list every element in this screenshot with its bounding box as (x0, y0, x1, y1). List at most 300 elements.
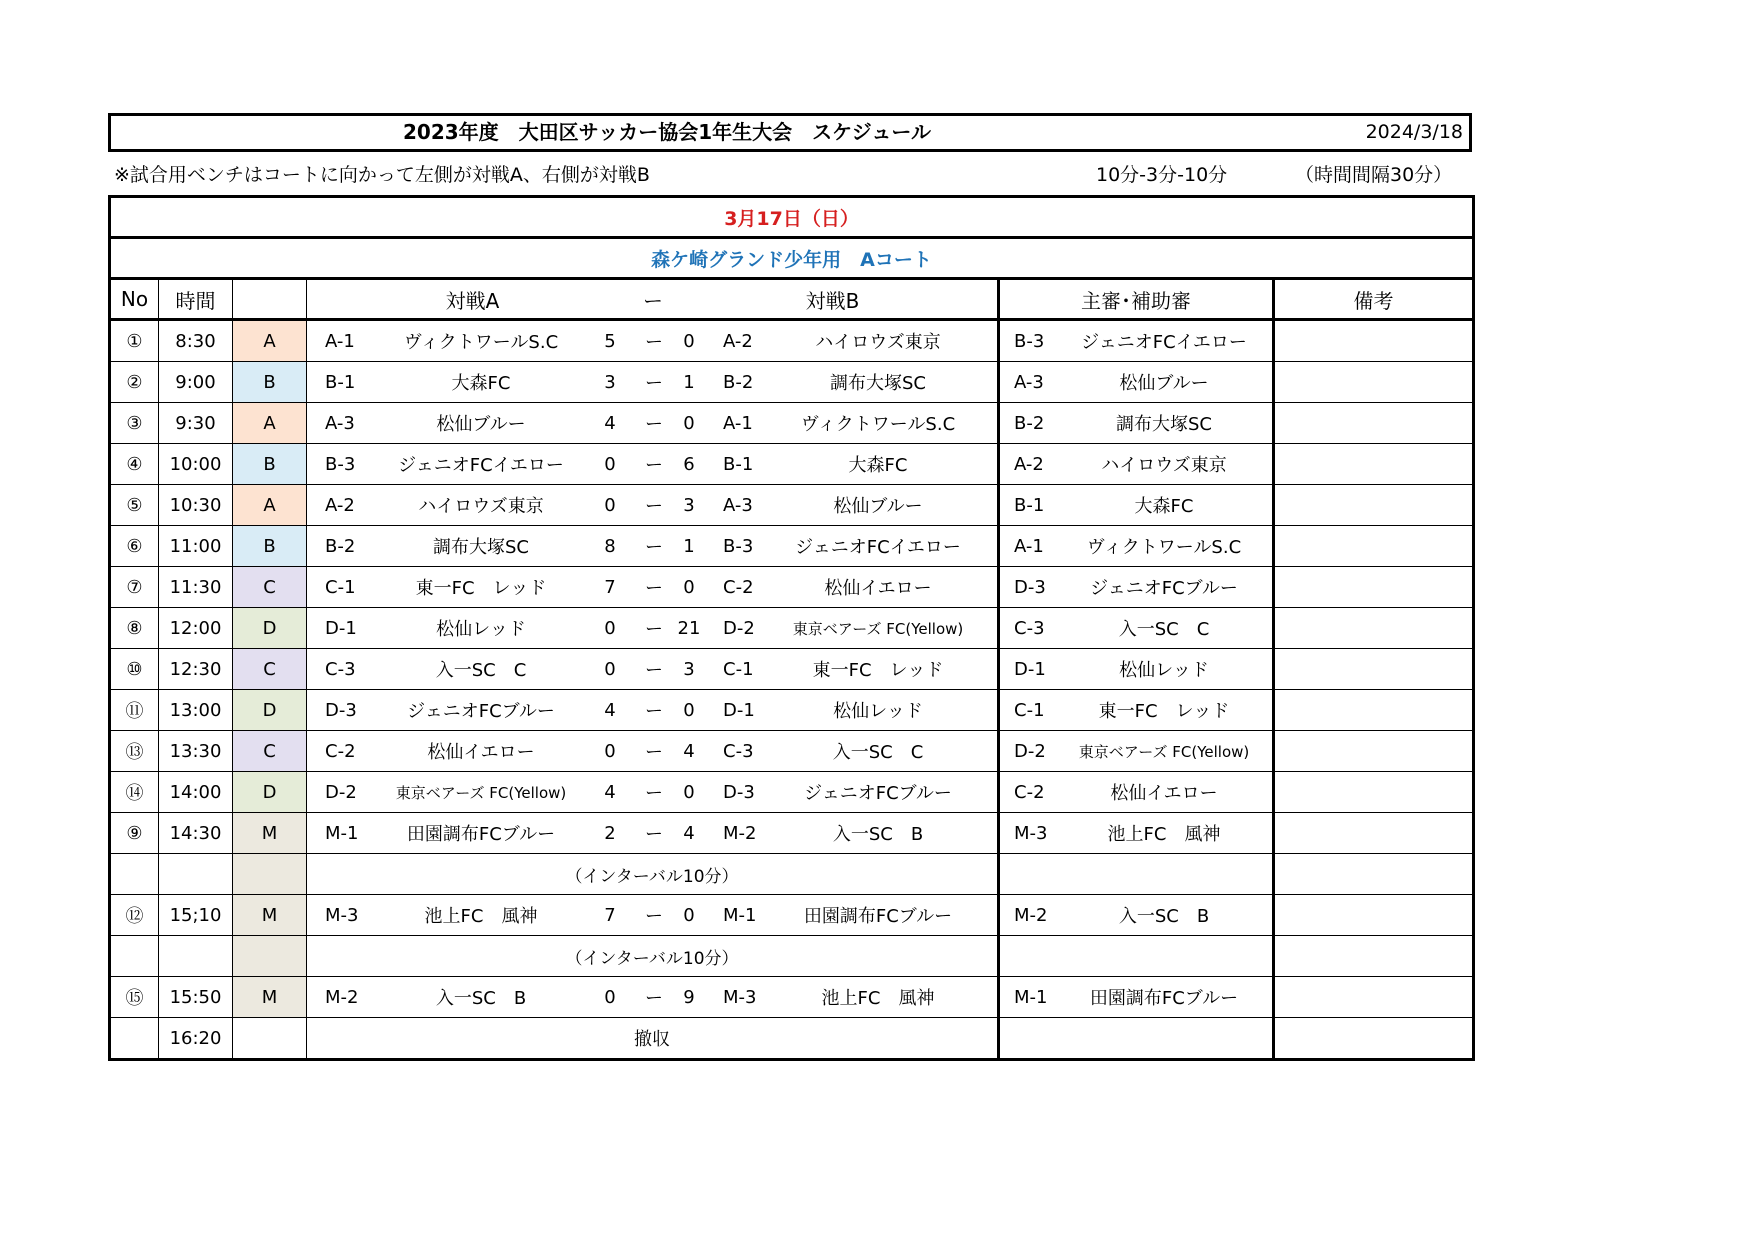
score-a: 7 (604, 576, 616, 598)
score-a: 2 (604, 822, 616, 844)
interval-remarks (1274, 854, 1474, 895)
team-b-name: 東京ベアーズ FC(Yellow) (792, 619, 964, 638)
referee-team: 松仙レッド (1119, 660, 1209, 681)
team-b-name: 松仙ブルー (833, 496, 923, 517)
team-a-name: 東京ベアーズ FC(Yellow) (395, 783, 567, 802)
remarks-cell (1274, 444, 1474, 485)
matchup-line (307, 690, 997, 730)
referee-team: ジェニオFCイエロー (1081, 332, 1247, 353)
score-a: 5 (604, 330, 616, 352)
team-a-name: 松仙ブルー (436, 414, 526, 435)
team-b-code: M-2 (723, 822, 757, 844)
day-label: 3月17日（日） (110, 197, 1474, 238)
team-a-name: 調布大塚SC (433, 537, 529, 558)
match-row (110, 403, 1474, 444)
final-time: 16:20 (159, 1018, 233, 1060)
referee-cell (999, 731, 1274, 772)
referee-team: 東京ベアーズ FC(Yellow) (1078, 742, 1250, 761)
team-a-name: 池上FC 風神 (424, 906, 538, 927)
remarks-cell (1274, 485, 1474, 526)
team-b-code: M-3 (723, 986, 757, 1008)
title-box (108, 113, 1472, 152)
interval-remarks (1274, 936, 1474, 977)
team-b-code: C-1 (723, 658, 754, 680)
team-a-name: ジェニオFCブルー (407, 701, 555, 722)
score-a: 3 (604, 371, 616, 393)
score-b: 0 (683, 330, 695, 352)
score-dash: ー (645, 455, 663, 476)
matchup-line (307, 977, 997, 1017)
matchup-cell (307, 772, 999, 813)
referee-team: 入一SC C (1118, 619, 1210, 640)
referee-team: 松仙ブルー (1119, 373, 1209, 394)
referee-team: 池上FC 風神 (1107, 824, 1221, 845)
group-badge: A (233, 403, 307, 444)
team-a-code: C-1 (325, 576, 356, 598)
group-badge: C (233, 649, 307, 690)
match-row (110, 690, 1474, 731)
interval-group (233, 936, 307, 977)
score-a: 7 (604, 904, 616, 926)
matchup-cell (307, 690, 999, 731)
score-a: 4 (604, 781, 616, 803)
match-number: ① (110, 320, 159, 362)
remarks-cell (1274, 977, 1474, 1018)
team-b-name: 田園調布FCブルー (803, 906, 953, 927)
match-time: 8:30 (159, 320, 233, 362)
matchup-cell (307, 813, 999, 854)
col-header-time: 時間 (159, 279, 233, 320)
referee-line (1000, 690, 1272, 730)
referee-code: C-1 (1014, 699, 1045, 721)
match-format: 10分-3分-10分 (1096, 164, 1228, 186)
referee-code: D-2 (1014, 740, 1046, 762)
referee-team: 入一SC B (1118, 906, 1210, 927)
referee-code: A-1 (1014, 535, 1044, 557)
referee-cell (999, 567, 1274, 608)
referee-line (1000, 772, 1272, 812)
match-number: ⑪ (110, 690, 159, 731)
referee-code: M-2 (1014, 904, 1048, 926)
match-row (110, 772, 1474, 813)
referee-code: D-1 (1014, 658, 1046, 680)
matchup-cell (307, 526, 999, 567)
team-a-code: D-2 (325, 781, 357, 803)
referee-line (1000, 444, 1272, 484)
team-b-code: B-3 (723, 535, 754, 557)
team-a-name: 松仙イエロー (427, 742, 535, 763)
match-number: ⑮ (110, 977, 159, 1018)
matchup-line (307, 362, 997, 402)
score-dash: ー (645, 414, 663, 435)
referee-cell (999, 485, 1274, 526)
col-header-no: No (110, 279, 159, 320)
referee-line (1000, 526, 1272, 566)
match-time: 13:30 (159, 731, 233, 772)
match-time: 11:30 (159, 567, 233, 608)
referee-team: ハイロウズ東京 (1101, 455, 1227, 476)
team-a-code: A-2 (325, 494, 355, 516)
matchup-cell (307, 567, 999, 608)
referee-team: 松仙イエロー (1110, 783, 1218, 804)
final-remarks (1274, 1018, 1474, 1060)
interval-label-cell (307, 936, 999, 977)
team-b-name: 松仙イエロー (824, 578, 932, 599)
remarks-cell (1274, 649, 1474, 690)
score-dash: ー (645, 537, 663, 558)
score-a: 8 (604, 535, 616, 557)
referee-line (1000, 895, 1272, 935)
referee-team: 大森FC (1134, 496, 1194, 517)
referee-code: B-2 (1014, 412, 1045, 434)
score-b: 1 (683, 535, 695, 557)
team-a-name: ハイロウズ東京 (418, 496, 544, 517)
team-b-name: 松仙レッド (833, 701, 923, 722)
match-row (110, 362, 1474, 403)
match-number: ⑩ (110, 649, 159, 690)
referee-line (1000, 567, 1272, 607)
referee-code: C-2 (1014, 781, 1045, 803)
group-badge: C (233, 731, 307, 772)
team-b-name: 調布大塚SC (830, 373, 926, 394)
referee-cell (999, 895, 1274, 936)
team-a-name: 松仙レッド (436, 619, 526, 640)
score-dash: ー (645, 619, 663, 640)
interval-label: （インターバル10分） (565, 866, 739, 887)
referee-cell (999, 403, 1274, 444)
score-b: 21 (677, 617, 701, 639)
col-header-team-a: 対戦A (445, 288, 500, 313)
score-dash: ー (645, 783, 663, 804)
remarks-cell (1274, 362, 1474, 403)
matchup-cell (307, 403, 999, 444)
team-a-code: B-1 (325, 371, 356, 393)
referee-team: ヴィクトワールS.C (1086, 537, 1242, 558)
team-b-code: D-2 (723, 617, 755, 639)
header-row (110, 279, 1474, 320)
matchup-cell (307, 485, 999, 526)
interval-label-cell (307, 854, 999, 895)
match-row (110, 567, 1474, 608)
match-number: ⑧ (110, 608, 159, 649)
match-time: 9:30 (159, 403, 233, 444)
score-b: 0 (683, 781, 695, 803)
interval-no (110, 854, 159, 895)
matchup-cell (307, 320, 999, 362)
score-a: 0 (604, 740, 616, 762)
referee-line (1000, 977, 1272, 1017)
match-row (110, 813, 1474, 854)
referee-code: D-3 (1014, 576, 1046, 598)
remarks-cell (1274, 813, 1474, 854)
score-a: 4 (604, 412, 616, 434)
referee-cell (999, 813, 1274, 854)
team-a-code: D-1 (325, 617, 357, 639)
score-dash: ー (645, 906, 663, 927)
remarks-cell (1274, 320, 1474, 362)
team-a-code: C-2 (325, 740, 356, 762)
interval-time (159, 936, 233, 977)
group-badge: M (233, 895, 307, 936)
group-badge: M (233, 813, 307, 854)
score-b: 3 (683, 658, 695, 680)
team-a-code: M-3 (325, 904, 359, 926)
matchup-cell (307, 362, 999, 403)
match-time: 15:50 (159, 977, 233, 1018)
group-badge: B (233, 444, 307, 485)
matchup-line (307, 731, 997, 771)
group-badge: B (233, 362, 307, 403)
referee-team: 調布大塚SC (1116, 414, 1212, 435)
bench-note: ※試合用ベンチはコートに向かって左側が対戦A、右側が対戦B (114, 164, 650, 186)
interval-referee (999, 854, 1274, 895)
team-a-code: A-3 (325, 412, 355, 434)
referee-code: M-1 (1014, 986, 1048, 1008)
team-b-name: ヴィクトワールS.C (800, 414, 956, 435)
matchup-line (307, 895, 997, 935)
team-a-name: 入一SC B (435, 988, 527, 1009)
team-a-code: A-1 (325, 330, 355, 352)
team-a-name: ジェニオFCイエロー (398, 455, 564, 476)
col-header-referee: 主審･補助審 (999, 279, 1274, 320)
team-b-name: 入一SC C (832, 742, 924, 763)
referee-code: C-3 (1014, 617, 1045, 639)
referee-cell (999, 649, 1274, 690)
team-a-code: D-3 (325, 699, 357, 721)
remarks-cell (1274, 403, 1474, 444)
time-interval-note: （時間間隔30分） (1295, 164, 1453, 186)
match-time: 14:30 (159, 813, 233, 854)
match-number: ⑨ (110, 813, 159, 854)
remarks-cell (1274, 772, 1474, 813)
referee-code: M-3 (1014, 822, 1048, 844)
match-time: 9:00 (159, 362, 233, 403)
match-time: 12:30 (159, 649, 233, 690)
referee-line (1000, 731, 1272, 771)
team-b-code: D-1 (723, 699, 755, 721)
team-a-name: 大森FC (451, 373, 511, 394)
score-a: 0 (604, 986, 616, 1008)
match-row (110, 444, 1474, 485)
score-dash: ー (645, 701, 663, 722)
team-a-code: M-1 (325, 822, 359, 844)
score-dash: ー (645, 578, 663, 599)
match-time: 13:00 (159, 690, 233, 731)
final-no (110, 1018, 159, 1060)
match-row (110, 320, 1474, 362)
score-b: 9 (683, 986, 695, 1008)
team-b-code: A-1 (723, 412, 753, 434)
score-dash: ー (645, 496, 663, 517)
team-b-name: ジェニオFCブルー (804, 783, 952, 804)
schedule-body (110, 197, 1474, 1060)
referee-line (1000, 362, 1272, 402)
referee-cell (999, 320, 1274, 362)
group-badge: D (233, 690, 307, 731)
matchup-line (307, 526, 997, 566)
matchup-line (307, 567, 997, 607)
score-dash: ー (645, 373, 663, 394)
score-dash: ー (645, 824, 663, 845)
matchup-line (307, 772, 997, 812)
matchup-cell (307, 977, 999, 1018)
issue-date: 2024/3/18 (1365, 121, 1463, 143)
group-badge: A (233, 485, 307, 526)
matchup-cell (307, 444, 999, 485)
score-b: 0 (683, 904, 695, 926)
match-time: 10:30 (159, 485, 233, 526)
match-number: ③ (110, 403, 159, 444)
matchup-line (307, 608, 997, 648)
match-row (110, 649, 1474, 690)
score-dash: ー (645, 660, 663, 681)
match-number: ⑫ (110, 895, 159, 936)
score-dash: ー (645, 988, 663, 1009)
group-badge: M (233, 977, 307, 1018)
remarks-cell (1274, 608, 1474, 649)
team-b-name: 大森FC (848, 455, 908, 476)
match-row (110, 526, 1474, 567)
matchup-cell (307, 731, 999, 772)
day-row (110, 197, 1474, 238)
referee-team: ジェニオFCブルー (1090, 578, 1238, 599)
score-a: 0 (604, 617, 616, 639)
score-a: 0 (604, 658, 616, 680)
score-b: 0 (683, 699, 695, 721)
team-a-code: C-3 (325, 658, 356, 680)
score-a: 0 (604, 453, 616, 475)
col-header-matchup (307, 279, 999, 320)
match-row (110, 895, 1474, 936)
col-header-remarks: 備考 (1274, 279, 1474, 320)
referee-cell (999, 362, 1274, 403)
team-b-code: C-2 (723, 576, 754, 598)
interval-row (110, 936, 1474, 977)
score-a: 4 (604, 699, 616, 721)
matchup-cell (307, 649, 999, 690)
page-title: 2023年度 大田区サッカー協会1年生大会 スケジュール (403, 120, 931, 144)
final-label-cell (307, 1018, 999, 1060)
score-a: 0 (604, 494, 616, 516)
interval-row (110, 854, 1474, 895)
interval-no (110, 936, 159, 977)
remarks-cell (1274, 895, 1474, 936)
score-b: 6 (683, 453, 695, 475)
referee-cell (999, 526, 1274, 567)
interval-time (159, 854, 233, 895)
team-a-code: B-3 (325, 453, 356, 475)
schedule-table (108, 195, 1475, 1061)
team-b-code: A-3 (723, 494, 753, 516)
group-badge: A (233, 320, 307, 362)
col-header-group (233, 279, 307, 320)
match-time: 15;10 (159, 895, 233, 936)
remarks-cell (1274, 731, 1474, 772)
team-b-code: M-1 (723, 904, 757, 926)
match-time: 12:00 (159, 608, 233, 649)
remarks-cell (1274, 567, 1474, 608)
referee-code: A-3 (1014, 371, 1044, 393)
final-label: 撤収 (634, 1029, 670, 1050)
interval-group (233, 854, 307, 895)
referee-cell (999, 690, 1274, 731)
final-group (233, 1018, 307, 1060)
final-referee (999, 1018, 1274, 1060)
team-b-name: 東一FC レッド (812, 660, 944, 681)
match-number: ⑥ (110, 526, 159, 567)
match-time: 11:00 (159, 526, 233, 567)
score-b: 0 (683, 412, 695, 434)
referee-code: B-3 (1014, 330, 1045, 352)
match-row (110, 731, 1474, 772)
referee-code: A-2 (1014, 453, 1044, 475)
team-b-code: B-1 (723, 453, 754, 475)
team-a-name: ヴィクトワールS.C (403, 332, 559, 353)
score-b: 4 (683, 822, 695, 844)
team-b-name: 入一SC B (832, 824, 924, 845)
referee-code: B-1 (1014, 494, 1045, 516)
team-a-name: 入一SC C (435, 660, 527, 681)
team-b-code: C-3 (723, 740, 754, 762)
interval-label: （インターバル10分） (565, 948, 739, 969)
team-b-name: ジェニオFCイエロー (795, 537, 961, 558)
matchup-line (307, 813, 997, 853)
referee-cell (999, 977, 1274, 1018)
matchup-line (307, 444, 997, 484)
match-row (110, 485, 1474, 526)
score-b: 1 (683, 371, 695, 393)
match-time: 14:00 (159, 772, 233, 813)
group-badge: D (233, 608, 307, 649)
referee-line (1000, 403, 1272, 443)
score-b: 0 (683, 576, 695, 598)
group-badge: C (233, 567, 307, 608)
match-row (110, 977, 1474, 1018)
matchup-line (307, 649, 997, 689)
group-badge: D (233, 772, 307, 813)
remarks-cell (1274, 690, 1474, 731)
referee-cell (999, 608, 1274, 649)
referee-line (1000, 813, 1272, 853)
score-b: 3 (683, 494, 695, 516)
match-number: ⑤ (110, 485, 159, 526)
court-label: 森ケ崎グランド少年用 Aコート (110, 238, 1474, 279)
matchup-cell (307, 608, 999, 649)
match-number: ⑬ (110, 731, 159, 772)
referee-cell (999, 772, 1274, 813)
referee-line (1000, 321, 1272, 361)
referee-team: 東一FC レッド (1098, 701, 1230, 722)
match-number: ⑭ (110, 772, 159, 813)
team-a-code: B-2 (325, 535, 356, 557)
team-b-code: D-3 (723, 781, 755, 803)
matchup-line (307, 485, 997, 525)
interval-referee (999, 936, 1274, 977)
team-b-code: B-2 (723, 371, 754, 393)
court-row (110, 238, 1474, 279)
score-dash: ー (645, 742, 663, 763)
match-row (110, 608, 1474, 649)
team-a-name: 田園調布FCブルー (406, 824, 556, 845)
match-number: ② (110, 362, 159, 403)
match-time: 10:00 (159, 444, 233, 485)
matchup-line (307, 403, 997, 443)
final-row (110, 1018, 1474, 1060)
team-b-name: 池上FC 風神 (821, 988, 935, 1009)
referee-line (1000, 485, 1272, 525)
match-number: ⑦ (110, 567, 159, 608)
matchup-cell (307, 895, 999, 936)
